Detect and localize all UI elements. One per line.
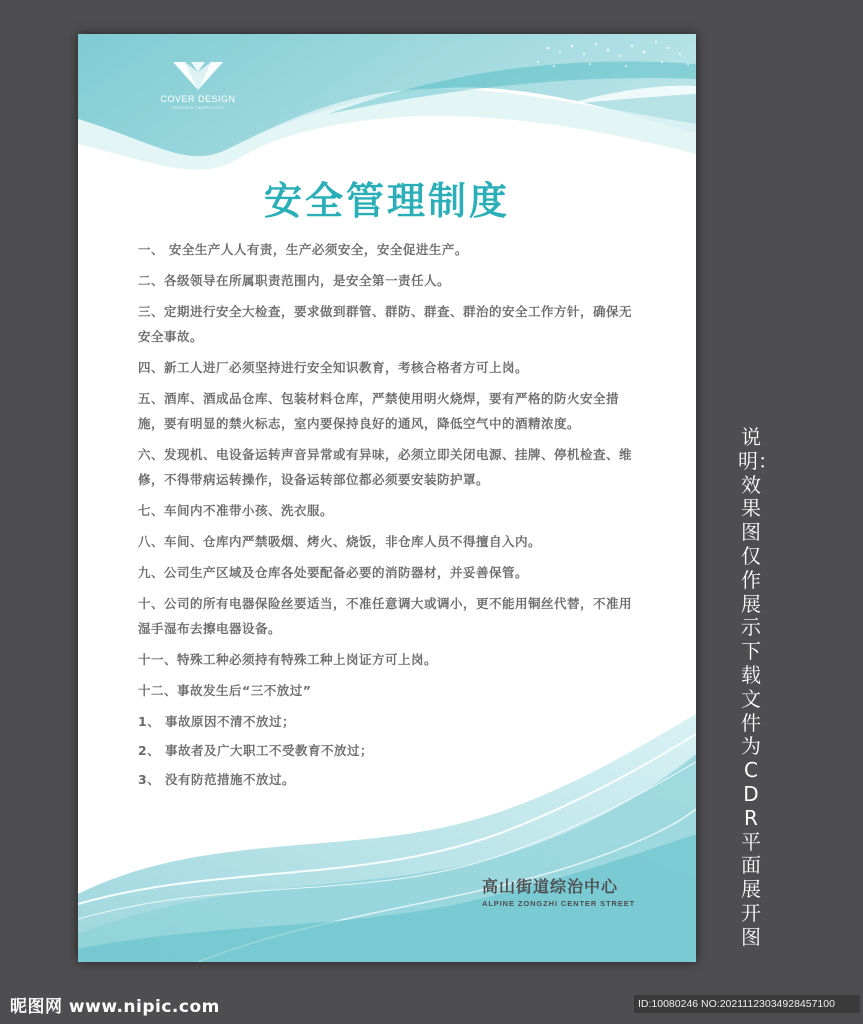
organization-name: 高山街道综治中心: [482, 877, 619, 896]
rule-subitem: 2、 事故者及广大职工不受教育不放过；: [138, 743, 374, 758]
logo: [148, 60, 248, 110]
logo-title: COVER DESIGN: [160, 94, 236, 104]
rule-subitem: 1、 事故原因不清不放过；: [138, 714, 296, 729]
rule-item: 七、车间内不准带小孩、洗衣服。: [138, 503, 334, 518]
organization-block: [482, 874, 682, 908]
rule-subitem: 3、 没有防范措施不放过。: [138, 772, 296, 787]
watermark-site: 昵图网 www.nipic.com: [10, 997, 220, 1017]
rule-item: 十一、特殊工种必须持有特殊工种上岗证方可上岗。: [138, 652, 438, 667]
rule-item: 三、定期进行安全大检查，要求做到群管、群防、群查、群治的安全工作方针，确保无安全事故。: [138, 304, 633, 344]
rule-item: 八、车间、仓库内严禁吸烟、烤火、烧饭，非仓库人员不得擅自入内。: [138, 534, 542, 549]
rule-item: 二、各级领导在所属职责范围内，是安全第一责任人。: [138, 273, 451, 288]
poster: [78, 34, 696, 962]
folded-triangle-logo-icon: [171, 60, 225, 92]
watermark-bar: [0, 988, 863, 1024]
rule-item: 四、新工人进厂必须坚持进行安全知识教育，考核合格者方可上岗。: [138, 360, 529, 375]
rule-item: 十、公司的所有电器保险丝要适当，不准任意调大或调小，更不能用铜丝代替，不准用湿手湿布去擦电器设备。: [138, 596, 633, 636]
rule-item: 六、发现机、电设备运转声音异常或有异味，必须立即关闭电源、挂牌、停机检查、维修，不得带病运转操作，设备运转部位都必须要安装防护罩。: [138, 447, 633, 487]
page-title: 安全管理制度: [263, 178, 510, 223]
logo-subtitle: 2020NEW TEMPLATES: [171, 105, 225, 110]
watermark-id: ID:10080246 NO:20211123034928457100: [634, 995, 860, 1013]
rule-item: 五、酒库、酒成品仓库、包装材料仓库，严禁使用明火烧焊，要有严格的防火安全措施，要有明显的禁火标志，室内要保持良好的通风，降低空气中的酒精浓度。: [138, 391, 620, 431]
rule-item: 十二、事故发生后“三不放过”: [138, 683, 312, 698]
side-note: 说明：效果图仅作展示 下载文件为CDR平面展开图: [738, 425, 778, 949]
rule-item: 一、 安全生产人人有责，生产必须安全，安全促进生产。: [138, 242, 468, 257]
rules-list: [138, 237, 638, 796]
organization-name-en: ALPINE ZONGZHI CENTER STREET: [482, 899, 636, 908]
rule-item: 九、公司生产区域及仓库各处要配备必要的消防器材，并妥善保管。: [138, 565, 529, 580]
